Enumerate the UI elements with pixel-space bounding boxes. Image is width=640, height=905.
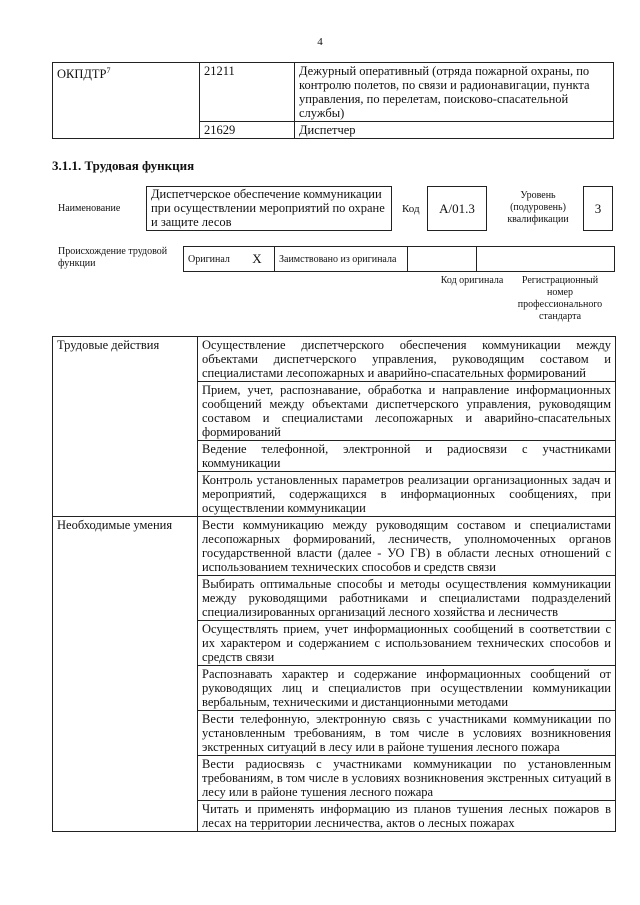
okpdtr-label: ОКПДТР [57, 67, 107, 82]
table-row [184, 247, 615, 272]
table-row [53, 337, 616, 382]
okpdtr-title: Диспетчер [295, 122, 614, 139]
origin-table [183, 246, 615, 272]
level-label: Уровень (подуровень) квалификации [507, 190, 569, 225]
list-item: Осуществление диспетчерского обеспечения коммуникации между объектами диспетчерского управления, руководящим составом и специалистами лесопожарных и аварийно-спасательных формирований [198, 337, 616, 382]
section-label: Необходимые умения [53, 517, 198, 832]
list-item: Вести радиосвязь с участниками коммуникации по установленным требованиям, в том числе в условиях возникновения экстренных ситуаций в лесу или в районе тушения лесного пожара [198, 756, 616, 801]
okpdtr-table [52, 62, 614, 139]
borrowed-label: Заимствовано из оригинала [275, 247, 408, 272]
code-original-label: Код оригинала [440, 275, 504, 286]
list-item: Читать и применять информацию из планов тушения лесных пожаров в лесах на территории лесничества, актов о лесных пожарах [198, 801, 616, 832]
name-label: Наименование [58, 203, 121, 214]
origin-label: Происхождение трудовой функции [58, 246, 168, 269]
footnote-mark: 7 [106, 66, 111, 75]
function-name: Диспетчерское обеспечение коммуникации при осуществлении мероприятий по охране и защите лесов [146, 186, 392, 231]
page-number: 4 [317, 36, 323, 48]
qualification-level: 3 [583, 186, 613, 231]
section-label: Трудовые действия [53, 337, 198, 517]
section-heading: 3.1.1. Трудовая функция [52, 158, 195, 173]
function-code: A/01.3 [427, 186, 487, 231]
code-original-cell [408, 247, 477, 272]
list-item: Прием, учет, распознавание, обработка и направление информационных сообщений между объектами диспетчерского управления, руководящим составом и специалистами лесопожарных и аварийно-спасательных формирований [198, 382, 616, 441]
original-label: Оригинал [184, 247, 241, 272]
code-label: Код [402, 203, 420, 215]
list-item: Осуществлять прием, учет информационных сообщений в соответствии с их характером и содержанием с использованием технических способов и средств связи [198, 621, 616, 666]
list-item: Выбирать оптимальные способы и методы осуществления коммуникации между руководящими работниками и специалистами подразделений специализированных организаций лесного хозяйства и лесничеств [198, 576, 616, 621]
list-item: Вести телефонную, электронную связь с участниками коммуникации по установленным требованиям, в том числе в условиях возникновения экстренных ситуаций в лесу или в районе тушения лесного пожара [198, 711, 616, 756]
table-row [53, 63, 614, 122]
function-details-table [52, 336, 616, 832]
okpdtr-label-cell [53, 63, 200, 139]
table-row [53, 517, 616, 576]
okpdtr-code: 21629 [200, 122, 295, 139]
reg-number-label: Регистрационный номер профессионального стандарта [517, 275, 603, 322]
list-item: Распознавать характер и содержание информационных сообщений от руководящих лиц и специалистов при осуществлении коммуникации вербальным, техническими и дистанционными методами [198, 666, 616, 711]
list-item: Ведение телефонной, электронной и радиосвязи с участниками коммуникации [198, 441, 616, 472]
okpdtr-code: 21211 [200, 63, 295, 122]
reg-number-cell [477, 247, 615, 272]
list-item: Контроль установленных параметров реализации организационных задач и мероприятий, содержащихся в информационных сообщениях, при осуществлении коммуникации [198, 472, 616, 517]
okpdtr-title: Дежурный оперативный (отряда пожарной охраны, по контролю полетов, по связи и радионавигации, пункта управления, по перелетам, поисково-спасательной службы) [295, 63, 614, 122]
list-item: Вести коммуникацию между руководящим составом и специалистами лесопожарных формирований, лесничеств, уполномоченных органов государственной власти (далее - УО ГВ) в области лесных отношений с использованием технических способов и средств связи [198, 517, 616, 576]
original-mark: X [240, 247, 275, 272]
